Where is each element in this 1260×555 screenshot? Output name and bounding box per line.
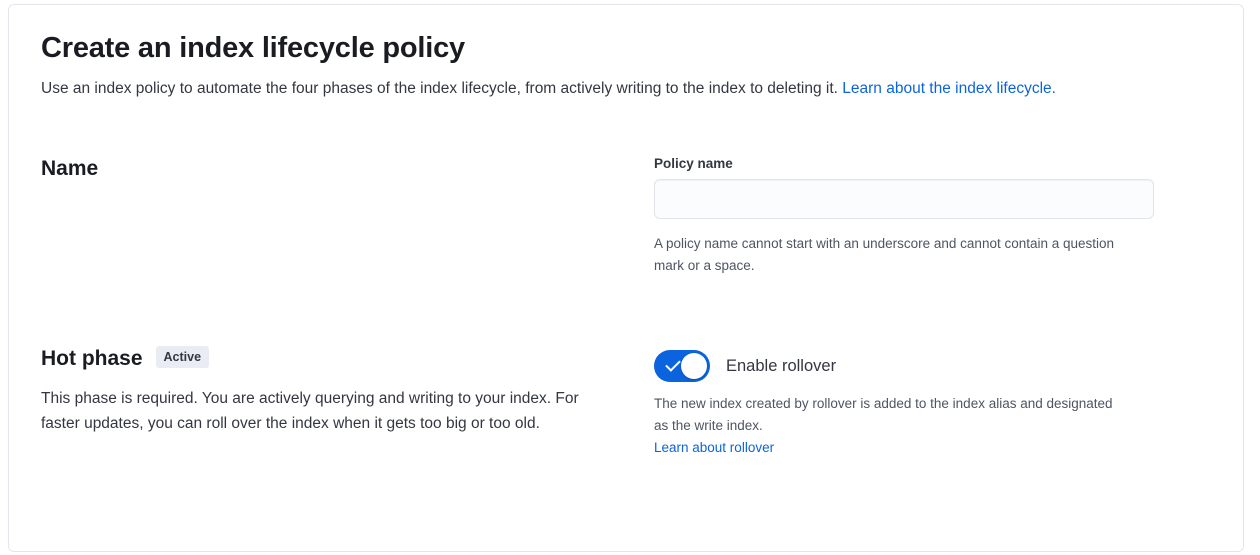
name-section [41, 156, 1211, 277]
status-badge: Active [156, 346, 210, 368]
name-section-right [654, 156, 1211, 277]
learn-about-rollover-link[interactable]: Learn about rollover [654, 440, 775, 455]
check-icon [665, 356, 681, 372]
name-section-heading: Name [41, 157, 99, 180]
page-title: Create an index lifecycle policy [41, 32, 465, 64]
learn-about-index-lifecycle-link[interactable]: Learn about the index lifecycle. [842, 80, 1056, 97]
hot-phase-description: This phase is required. You are actively querying and writing to your index. For faster updates, you can roll over the index when it gets too big or too old. [41, 390, 579, 432]
policy-name-label: Policy name [654, 156, 733, 171]
policy-name-input[interactable] [654, 179, 1154, 219]
name-section-left [41, 156, 654, 182]
policy-name-helper-text: A policy name cannot start with an underscore and cannot contain a question mark or a space. [654, 236, 1115, 273]
create-policy-panel [8, 4, 1244, 552]
page-description-text: Use an index policy to automate the four phases of the index lifecycle, from actively writing to the index to deleting it. [41, 80, 843, 97]
hot-phase-section [41, 346, 1211, 459]
rollover-helper-text: The new index created by rollover is added to the index alias and designated as the write index. [654, 396, 1113, 433]
enable-rollover-toggle[interactable] [654, 350, 710, 382]
hot-phase-section-left [41, 346, 654, 436]
hot-phase-heading [41, 346, 654, 372]
enable-rollover-label: Enable rollover [726, 356, 837, 375]
enable-rollover-row [654, 350, 1211, 382]
hot-phase-heading-text: Hot phase [41, 347, 143, 370]
toggle-knob [681, 353, 707, 379]
hot-phase-section-right [654, 346, 1211, 459]
page-description [41, 77, 1191, 101]
